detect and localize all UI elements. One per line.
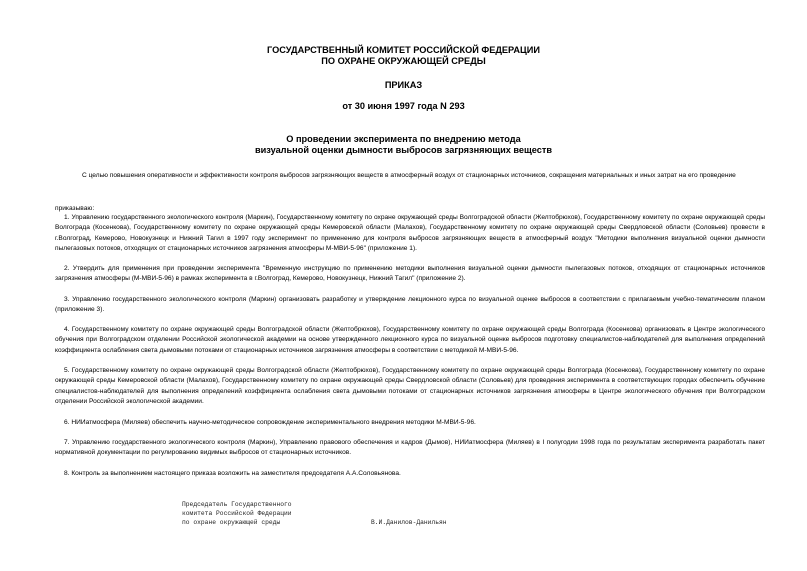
order-item-2: 2. Утвердить для применения при проведении эксперимента "Временную инструкцию по применению методики выполнения визуальной оценки дымности пылегазовых потоков, отходящих от стационарных источников загрязнения атмосферы (М-МВИ-5-96) в рамках эксперимента в г.Волгоград, Кемерово, Новокузнецк, Нижний Тагил" (приложение 2). <box>55 265 765 283</box>
preamble: С целью повышения оперативности и эффективности контроля выбросов загрязняющих веществ в атмосферный воздух от стационарных источников, сокращения материальных и иных затрат на его проведение <box>82 172 736 179</box>
order-item-8: 8. Контроль за выполнением настоящего приказа возложить на заместителя председателя А.А.Соловьянова. <box>64 470 401 477</box>
doc-title-line1: О проведении эксперимента по внедрению метода <box>286 134 521 144</box>
doc-type: ПРИКАЗ <box>384 80 423 90</box>
signature-position-line1: Председатель Государственного <box>182 501 292 508</box>
order-item-7: 7. Управлению государственного экологического контроля (Маркин), Управлению правового обеспечения и кадров (Дымов), НИИатмосфера (Миляев) в I полугодии 1998 года по результатам эксперимента разработать пакет нормативной документации по регулированию видимых выбросов от стационарных источников. <box>55 439 765 457</box>
order-word: приказываю: <box>55 205 95 212</box>
doc-date: от 30 июня 1997 года N 293 <box>342 101 465 111</box>
signature-position-line2: комитета Российской Федерации <box>182 510 292 517</box>
order-item-4: 4. Государственному комитету по охране окружающей среды Волгоградской области (Желтобрюхов), Государственному комитету по охране окружающей среды Волгограда (Косенкова) организовать в Центре экологического обучения при Волгоградском отделении Российской экологической академии на основе утвержденного лекционного курса по визуальной оценке выбросов подготовку специалистов-наблюдателей для выполнения определений коэффициента ослабления света дымовыми потоками от стационарных источников загрязнения атмосферы в соответствии с методикой М-МВИ-5-96. <box>55 326 765 354</box>
signature-name: В.И.Данилов-Данильян <box>371 519 447 526</box>
org-name-line1: ГОСУДАРСТВЕННЫЙ КОМИТЕТ РОССИЙСКОЙ ФЕДЕРАЦИИ <box>267 45 540 55</box>
signature-position-line3: по охране окружающей среды <box>182 519 281 526</box>
order-item-6: 6. НИИатмосфера (Миляев) обеспечить научно-методическое сопровождение экспериментального внедрения методики М-МВИ-5-96. <box>64 419 476 426</box>
order-item-5: 5. Государственному комитету по охране окружающей среды Волгоградской области (Желтобрюхов), Государственному комитету по охране окружающей среды Волгограда (Косенкова), Государственному комитету по охране окружающей среды Кемеровской области (Малахов), Государственному комитету по охране окружающей среды Свердловской области (Соловьев) для проведения эксперимента в соответствующих городах обеспечить обучение специалистов-наблюдателей для выполнения определений коэффициента ослабления света дымовыми потоками от стационарных источников загрязнения атмосферы в Центре экологического обучения при Волгоградском отделении Российской экологической академии. <box>55 367 765 405</box>
doc-title-line2: визуальной оценки дымности выбросов загрязняющих веществ <box>254 145 553 155</box>
order-item-3: 3. Управлению государственного экологического контроля (Маркин) организовать разработку и утверждение лекционного курса по визуальной оценке выбросов в соответствии с прилагаемым учебно-тематическим планом (приложение 3). <box>55 296 765 314</box>
org-name-line2: ПО ОХРАНЕ ОКРУЖАЮЩЕЙ СРЕДЫ <box>321 56 486 66</box>
order-item-1: 1. Управлению государственного экологического контроля (Маркин), Государственному комитету по охране окружающей среды Волгоградской области (Желтобрюхов), Государственному комитету по охране окружающей среды Волгограда (Косенкова), Государственному комитету по охране окружающей среды Кемеровской области (Малахов), Государственному комитету по охране окружающей среды Свердловской области (Соловьев) провести в г.Волгоград, Кемерово, Новокузнецк и Нижний Тагил в 1997 году эксперимент по применению для контроля выбросов загрязняющих веществ в атмосферный воздух "Методики выполнения визуальной оценки дымности пылегазовых потоков, отходящих от стационарных источников загрязнения атмосферы М-МВИ-5-96" (приложение 1). <box>55 214 765 252</box>
